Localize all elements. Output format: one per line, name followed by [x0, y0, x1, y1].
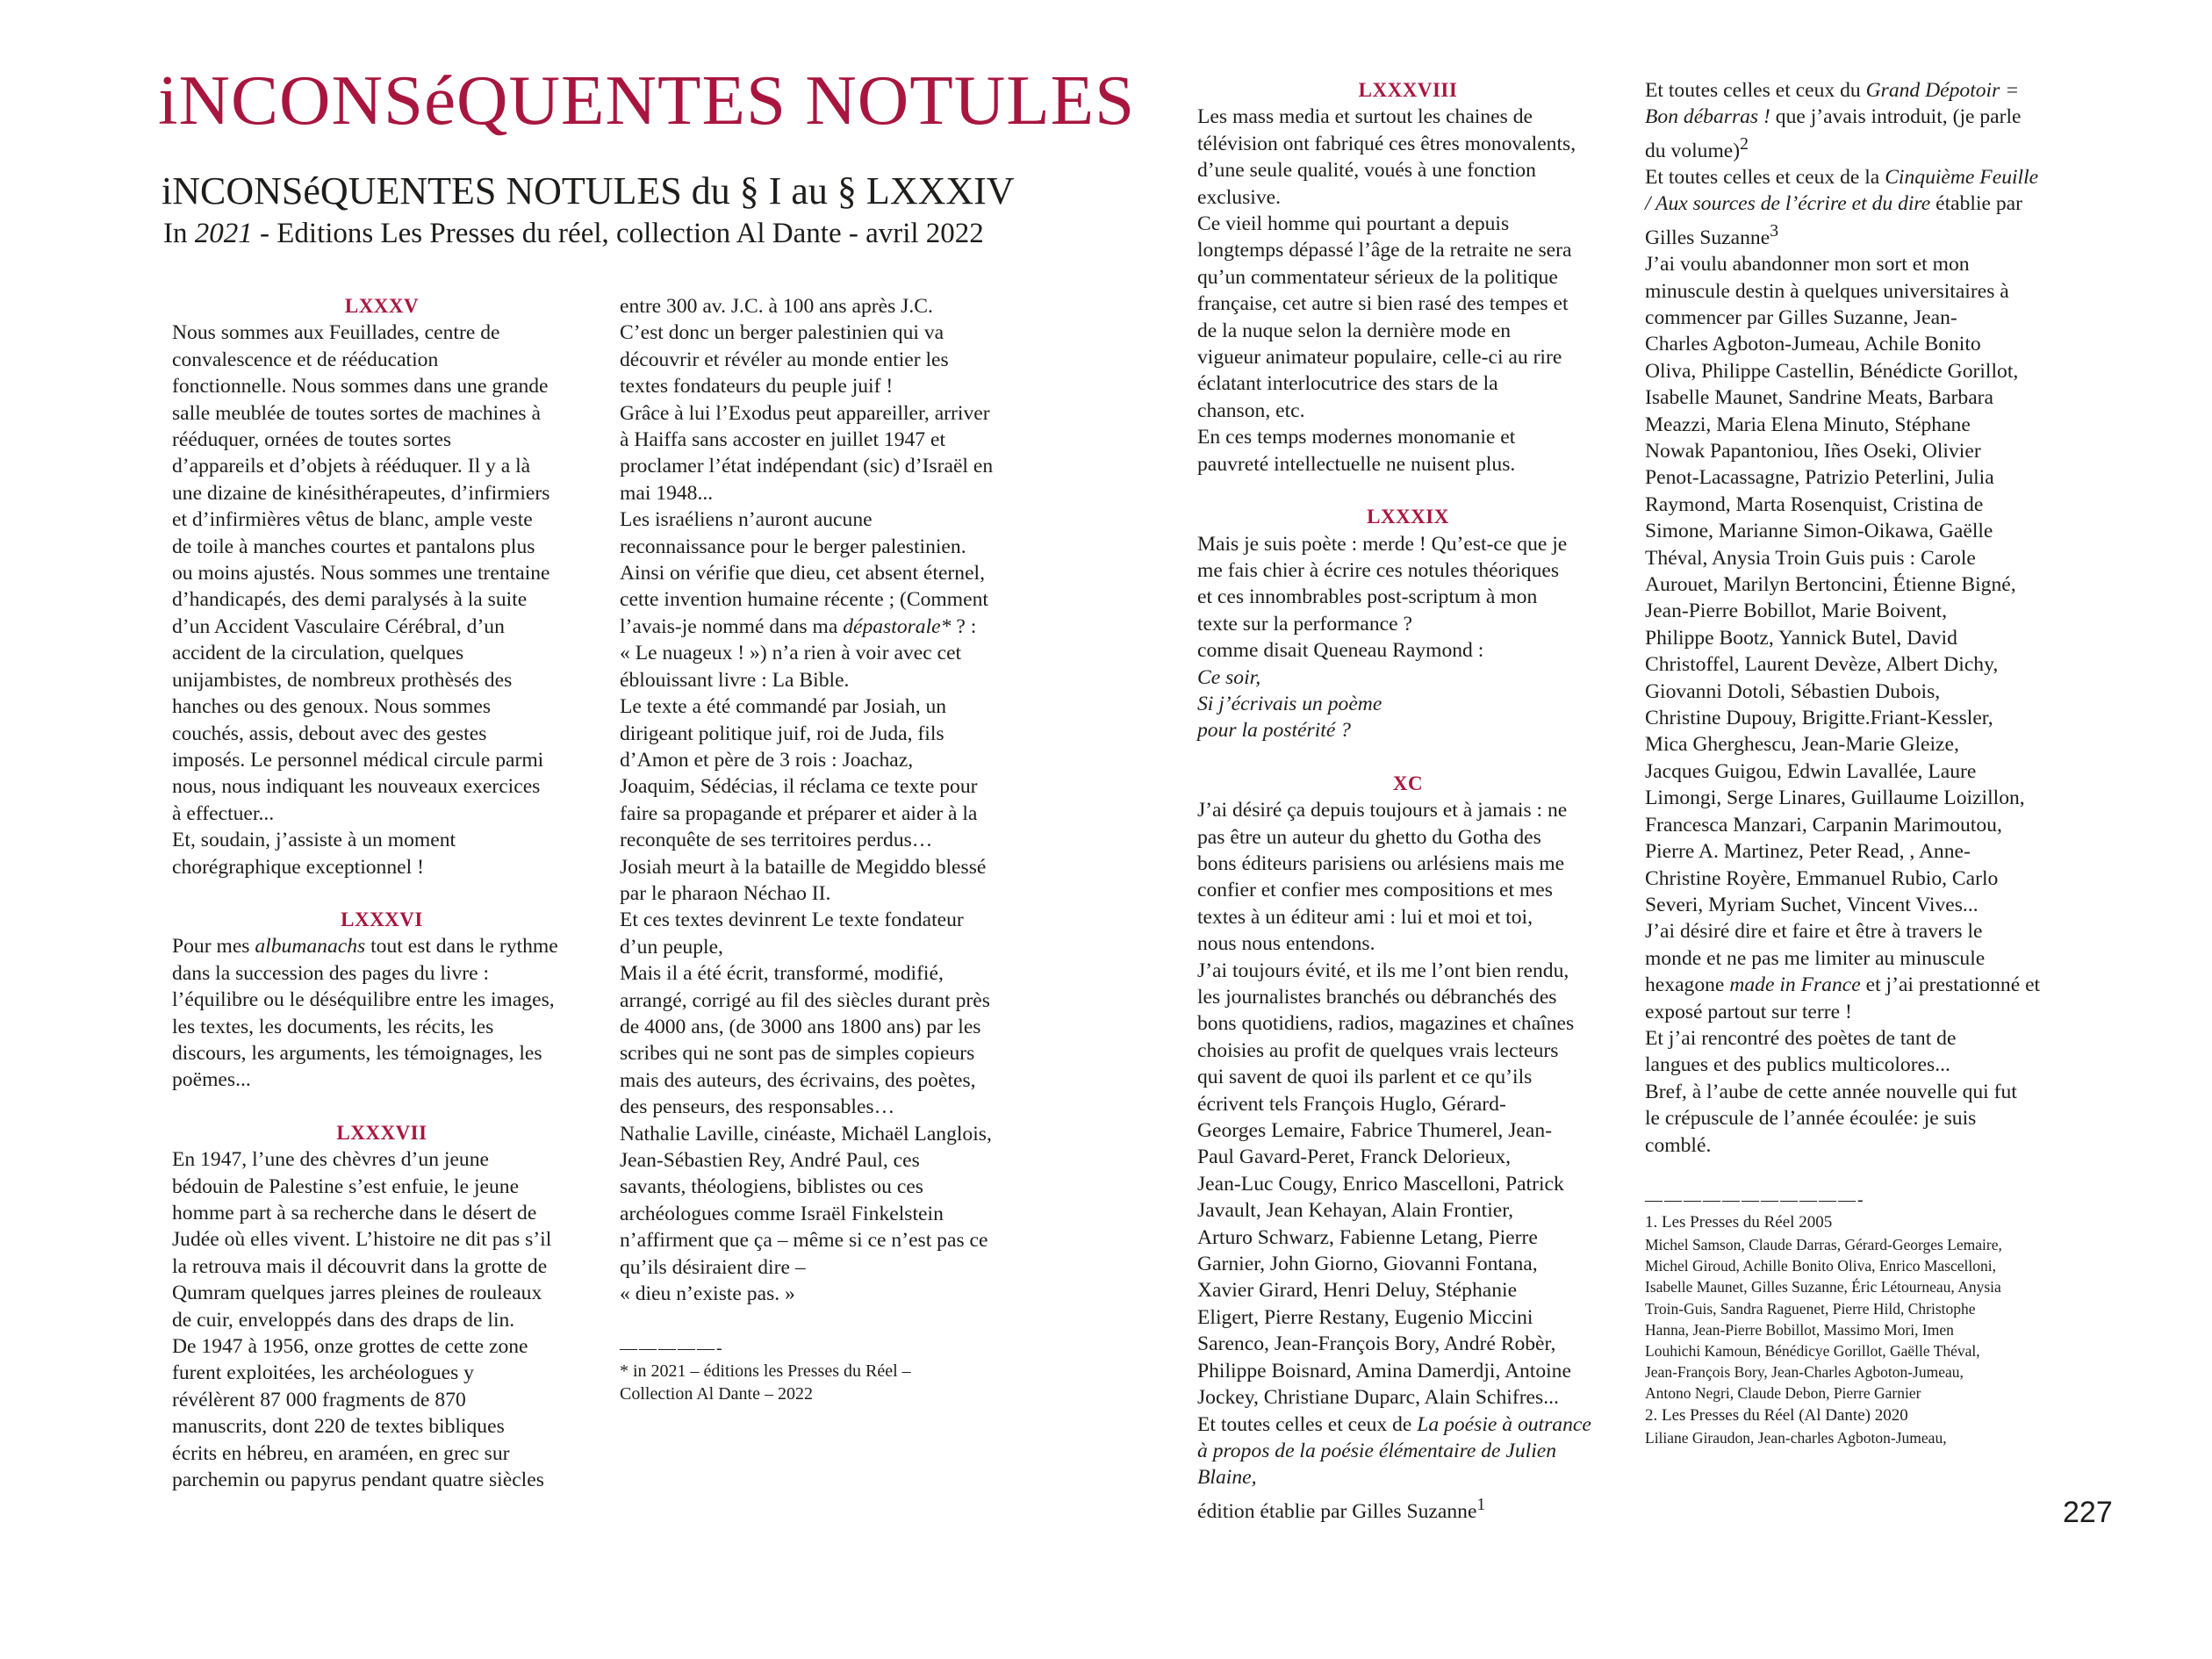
text-line: chorégraphique exceptionnel ! — [172, 855, 424, 879]
text-line: Liliane Giraudon, Jean-charles Agboton-Jumeau, — [1645, 1428, 1947, 1447]
text-fragment: Pour mes — [172, 935, 255, 959]
text-line: mais des auteurs, des écrivains, des poètes, — [620, 1068, 976, 1092]
text-line: d’un peuple, — [620, 935, 723, 959]
text-fragment: que j’avais introduit, (je parle — [1770, 105, 2022, 129]
text-line: Hanna, Jean-Pierre Bobillot, Massimo Mori, Imen — [1645, 1320, 1954, 1339]
text-line: à Haiffa sans accoster en juillet 1947 et — [620, 428, 946, 452]
text-line: reconquête de ses territoires perdus… — [620, 829, 933, 852]
section-heading-lxxxvi: LXXXVI — [341, 908, 423, 930]
text-line: convalescence et de rééducation — [172, 348, 439, 371]
book-title: à propos de la poésie élémentaire de Julien Blaine, — [1197, 1439, 1557, 1490]
text-line: Raymond, Marta Rosenquist, Cristina de — [1645, 492, 1984, 516]
text-line — [620, 614, 1041, 640]
text-line: vigueur animateur populaire, celle-ci au rire — [1197, 346, 1562, 370]
text-line: reconnaissance pour le berger palestinien. — [620, 535, 966, 558]
text-line: Louhichi Kamoun, Bénédicye Gorillot, Gaëlle Théval, — [1645, 1341, 1980, 1360]
text-line: Eligert, Pierre Restany, Eugenio Miccini — [1197, 1305, 1533, 1329]
text-line: C’est donc un berger palestinien qui va — [620, 321, 944, 345]
section-heading-xc: XC — [1392, 772, 1424, 794]
italic-fragment: albumanachs — [255, 935, 366, 959]
section-heading-lxxxvii: LXXXVII — [336, 1121, 427, 1144]
text-line: découvrir et révéler au monde entier les — [620, 348, 949, 371]
text-line: dirigeant politique juif, roi de Juda, fils — [620, 722, 944, 745]
edition-prefix: In — [163, 218, 195, 249]
text-line: Grâce à lui l’Exodus peut appareiller, arriver — [620, 401, 990, 425]
text-line: « Le nuageux ! ») n’a rien à voir avec cet — [620, 642, 962, 665]
text-line: pas être un auteur du ghetto du Gotha des — [1197, 825, 1541, 849]
text-line: Qumram quelques jarres pleines de rouleaux — [172, 1282, 542, 1305]
text-line: Les mass media et surtout les chaines de — [1197, 105, 1533, 129]
text-line: Isabelle Maunet, Sandrine Meats, Barbara — [1645, 386, 1994, 410]
text-fragment: hexagone — [1645, 973, 1730, 997]
text-line: Troin-Guis, Sandra Raguenet, Pierre Hild, Christophe — [1645, 1299, 1976, 1318]
text-line: Simone, Marianne Simon-Oikawa, Gaëlle — [1645, 520, 1993, 543]
text-line: discours, les arguments, les témoignages, les — [172, 1041, 542, 1065]
text-line: Garnier, John Giorno, Giovanni Fontana, — [1197, 1253, 1538, 1276]
text-line: textes fondateurs du peuple juif ! — [620, 375, 894, 399]
text-line: comme disait Queneau Raymond : — [1197, 639, 1484, 663]
text-fragment: et j’ai prestationné et — [1860, 973, 2041, 997]
text-line: d’handicapés, des demi paralysés à la suite — [172, 588, 528, 612]
footnote-rule: —————- — [620, 1339, 724, 1359]
section-body-xc — [1197, 797, 1619, 1411]
column-4-text-b — [1645, 999, 2068, 1159]
edition-year: 2021 — [194, 218, 253, 249]
edition-details: - Editions Les Presses du réel, collection Al Dante - avril 2022 — [252, 218, 984, 249]
text-line: Christine Royère, Emmanuel Rubio, Carlo — [1645, 866, 1999, 890]
text-fragment: Gilles Suzanne — [1645, 226, 1770, 249]
book-title: Grand Dépotoir = — [1865, 79, 2020, 102]
text-line: cette invention humaine récente ; (Comment — [620, 588, 988, 612]
section-heading-lxxxix: LXXXIX — [1367, 506, 1449, 528]
text-line: texte sur la performance ? — [1197, 612, 1412, 636]
text-line: Michel Giroud, Achille Bonito Oliva, Enrico Mascelloni, — [1645, 1257, 1996, 1275]
text-fragment: Et toutes celles et ceux de — [1197, 1412, 1418, 1436]
text-line: Josiah meurt à la bataille de Megiddo blessé — [620, 855, 987, 879]
text-line: archéologues comme Israël Finkelstein — [620, 1202, 944, 1225]
text-line: poëmes... — [172, 1068, 251, 1092]
text-line: Jean-Luc Cougy, Enrico Mascelloni, Patrick — [1197, 1172, 1564, 1196]
text-line: entre 300 av. J.C. à 100 ans après J.C. — [620, 295, 933, 318]
text-line: Jean-Pierre Bobillot, Marie Boivent, — [1645, 600, 1947, 623]
text-line: langues et des publics multicolores... — [1645, 1053, 1950, 1077]
text-line: Christine Dupouy, Brigitte.Friant-Kessler, — [1645, 707, 1993, 730]
text-line: Isabelle Maunet, Gilles Suzanne, Éric Létourneau, Anysia — [1645, 1278, 2001, 1296]
section-body-lxxxviii — [1197, 104, 1619, 478]
section-heading-lxxxv: LXXXV — [344, 295, 420, 317]
book-title: / Aux sources de l’écrire et du dire — [1645, 192, 1931, 216]
text-line: Ainsi on vérifie que dieu, cet absent éternel, — [620, 562, 986, 585]
text-line: bons éditeurs parisiens ou arlésiens mais me — [1197, 851, 1565, 875]
text-line: Collection Al Dante – 2022 — [620, 1384, 813, 1404]
text-line: Mais je suis poète : merde ! Qu’est-ce que je — [1197, 532, 1568, 556]
text-fragment: du volume) — [1645, 139, 1741, 162]
text-line: et d’infirmières vêtus de blanc, ample veste — [172, 508, 533, 532]
text-line: fonctionnelle. Nous sommes dans une grande — [172, 375, 549, 399]
text-line: homme part à sa recherche dans le désert de — [172, 1202, 537, 1224]
text-line: à effectuer... — [172, 801, 275, 825]
text-line: Théval, Anysia Troin Guis puis : Carole — [1645, 546, 1976, 570]
text-line — [1645, 77, 2068, 104]
page-number: 227 — [2063, 1496, 2113, 1529]
text-line: Paul Gavard-Peret, Franck Delorieux, — [1197, 1146, 1512, 1169]
text-line: de cuir, enveloppés dans des draps de lin. — [172, 1308, 515, 1332]
text-line: Severi, Myriam Suchet, Vincent Vives... — [1645, 893, 1979, 916]
text-line: qui savent de quoi ils parlent et ce qu’ils — [1197, 1066, 1533, 1089]
text-line: hanches ou des genoux. Nous sommes — [172, 695, 492, 719]
text-line: Mais il a été écrit, transformé, modifié, — [620, 962, 944, 986]
text-line: Si j’écrivais un poème — [1197, 692, 1382, 715]
text-line: d’Amon et père de 3 rois : Joachaz, — [620, 748, 914, 772]
text-line — [1645, 164, 2068, 190]
text-line: J’ai désiré dire et faire et être à travers le — [1645, 920, 1983, 944]
text-line: Philippe Bootz, Yannick Butel, David — [1645, 626, 1957, 650]
text-line: écrivent tels François Huglo, Gérard- — [1197, 1092, 1506, 1116]
text-line: d’appareils et d’objets à rééduquer. Il y a là — [172, 455, 531, 478]
text-line: les textes, les documents, les récits, les — [172, 1015, 494, 1038]
text-line: Charles Agboton-Jumeau, Achile Bonito — [1645, 333, 1981, 356]
text-line: Michel Samson, Claude Darras, Gérard-Georges Lemaire, — [1645, 1235, 2002, 1253]
text-line: dans la succession des pages du livre : — [172, 961, 490, 985]
footnote-1-body — [1645, 1234, 2068, 1404]
text-line: manuscrits, dont 220 de textes bibliques — [172, 1415, 505, 1439]
text-line: de 4000 ans, (de 3000 ans 1800 ans) par les — [620, 1015, 981, 1038]
text-line: n’affirment que ça – même si ce n’est pas ce — [620, 1229, 988, 1253]
text-line: Aurouet, Marilyn Bertoncini, Étienne Bigné, — [1645, 573, 2016, 597]
column-4-text-a — [1645, 251, 2068, 972]
italic-fragment: dépastorale* — [843, 614, 952, 638]
text-line: Jean-François Bory, Jean-Charles Agboton-Jumeau, — [1645, 1363, 1964, 1382]
text-line: de toile à manches courtes et pantalons plus — [172, 535, 535, 558]
text-line — [1645, 190, 2068, 217]
text-line: Et ces textes devinrent Le texte fondateur — [620, 908, 964, 932]
text-line: Et j’ai rencontré des poètes de tant de — [1645, 1026, 1957, 1050]
text-line: éblouissant livre : La Bible. — [620, 668, 850, 692]
text-line: Penot-Lacassagne, Patrizio Peterlini, Julia — [1645, 466, 1994, 490]
column-2-text-b — [620, 640, 1041, 1307]
text-line — [1645, 972, 2068, 998]
text-line: me fais chier à écrire ces notules théoriques — [1197, 558, 1560, 582]
text-line — [1197, 1491, 1619, 1525]
text-line: d’une seule qualité, voués à une fonction — [1197, 159, 1536, 183]
text-line: J’ai désiré ça depuis toujours et à jamais : ne — [1197, 799, 1568, 822]
text-line: savants, théologiens, biblistes ou ces — [620, 1175, 923, 1199]
text-line: Arturo Schwarz, Fabienne Letang, Pierre — [1197, 1225, 1538, 1249]
text-fragment: tout est dans le rythme — [365, 935, 558, 959]
text-line: Jockey, Christiane Duparc, Alain Schifres... — [1197, 1386, 1559, 1410]
text-line: Giovanni Dotoli, Sébastien Dubois, — [1645, 679, 1941, 703]
text-line: parchemin ou papyrus pendant quatre siècles — [172, 1469, 544, 1492]
text-line: écrits en hébreu, en araméen, en grec sur — [172, 1441, 510, 1465]
text-line: par le pharaon Néchao II. — [620, 881, 831, 905]
subtitle: iNCONSéQUENTES NOTULES du § I au § LXXXIV — [162, 169, 1015, 212]
text-line: Le texte a été commandé par Josiah, un — [620, 695, 947, 719]
footnote-rule: ———————————- — [1645, 1189, 1865, 1210]
italic-fragment: made in France — [1729, 973, 1861, 997]
text-fragment: édition établie par Gilles Suzanne — [1197, 1499, 1477, 1523]
text-line: Et, soudain, j’assiste à un moment — [172, 829, 456, 852]
text-line: proclamer l’état indépendant (sic) d’Israël en — [620, 455, 994, 478]
text-line: Antono Negri, Claude Debon, Pierre Garnier — [1645, 1384, 1921, 1403]
footnote-ref: 3 — [1770, 220, 1779, 241]
text-line: nous, nous indiquant les nouveaux exercices — [172, 775, 541, 799]
text-line: mai 1948... — [620, 481, 714, 505]
main-title: iNCONSéQUENTES NOTULES — [158, 61, 1136, 140]
text-line: qu’un commentateur sérieux de la politique — [1197, 265, 1558, 289]
book-title: Bon débarras ! — [1645, 105, 1770, 129]
text-line: unijambistes, de nombreux prothèsés des — [172, 668, 513, 692]
text-line: faire sa propagande et préparer et aider à la — [620, 801, 978, 825]
section-heading-lxxxviii: LXXXVIII — [1358, 79, 1458, 101]
text-line: exposé partout sur terre ! — [1645, 1000, 1852, 1023]
footnote-ref: 2 — [1740, 133, 1749, 154]
text-line: bons quotidiens, radios, magazines et chaînes — [1197, 1012, 1575, 1036]
text-line: les journalistes branchés ou débranchés des — [1197, 986, 1557, 1009]
text-line: révélèrent 87 000 fragments de 870 — [172, 1388, 466, 1411]
text-line — [1197, 1438, 1619, 1491]
text-line: couchés, assis, debout avec des gestes — [172, 722, 487, 745]
text-line: exclusive. — [1197, 185, 1281, 209]
text-line: Georges Lemaire, Fabrice Thumerel, Jean- — [1197, 1119, 1552, 1143]
text-line: En ces temps modernes monomanie et — [1197, 426, 1516, 449]
column-1 — [172, 293, 592, 1493]
text-line: et ces innombrables post-scriptum à mon — [1197, 585, 1538, 609]
book-title: La poésie à outrance — [1417, 1412, 1591, 1436]
text-line: pauvreté intellectuelle ne nuisent plus. — [1197, 452, 1516, 476]
text-line: Nowak Papantoniou, Iñes Oseki, Olivier — [1645, 440, 1981, 463]
text-line: furent exploitées, les archéologues y — [172, 1361, 474, 1385]
text-line: de la nuque selon la dernière mode en — [1197, 319, 1512, 342]
text-line: longtemps dépassé l’âge de la retraite ne sera — [1197, 239, 1572, 262]
section-body-lxxxv — [172, 320, 592, 880]
text-line: ou moins ajustés. Nous sommes une trentaine — [172, 562, 550, 585]
text-line: commencer par Gilles Suzanne, Jean- — [1645, 305, 1957, 329]
text-line: Philippe Boisnard, Amina Damerdji, Antoine — [1197, 1359, 1571, 1382]
text-line — [1645, 131, 2068, 164]
text-line: Sarenco, Jean-François Bory, André Robèr, — [1197, 1332, 1556, 1356]
text-line: accident de la circulation, quelques — [172, 642, 464, 665]
text-line: « dieu n’existe pas. » — [620, 1282, 795, 1306]
text-line: télévision ont fabriqué ces êtres monovalents, — [1197, 132, 1576, 155]
text-line: J’ai voulu abandonner mon sort et mon — [1645, 253, 1970, 276]
text-line: Nathalie Laville, cinéaste, Michaël Langlois, — [620, 1122, 992, 1146]
text-line: confier et confier mes compositions et mes — [1197, 879, 1553, 902]
text-line: Meazzi, Maria Elena Minuto, Stéphane — [1645, 413, 1971, 436]
footnote-1-head: 1. Les Presses du Réel 2005 — [1645, 1212, 1833, 1232]
text-line: J’ai toujours évité, et ils me l’ont bien rendu, — [1197, 959, 1569, 982]
section-body-lxxxvi — [172, 960, 592, 1094]
footnote-2-head: 2. Les Presses du Réel (Al Dante) 2020 — [1645, 1405, 1908, 1425]
text-line: française, cet autre si bien rasé des tempes et — [1197, 292, 1569, 316]
text-line: éclatant interlocutrice des stars de la — [1197, 372, 1498, 396]
text-line: textes à un éditeur ami : lui et moi et toi, — [1197, 905, 1533, 929]
text-line: Bref, à l’aube de cette année nouvelle qui fut — [1645, 1080, 2017, 1103]
text-line: Mica Gherghescu, Jean-Marie Gleize, — [1645, 733, 1959, 757]
text-fragment: établie par — [1930, 192, 2023, 216]
footnote-2-body — [1645, 1427, 2068, 1448]
text-line: Jean-Sébastien Rey, André Paul, ces — [620, 1149, 920, 1172]
text-line: Limongi, Serge Linares, Guillaume Loizillon, — [1645, 786, 2025, 810]
text-line: Xavier Girard, Henri Deluy, Stéphanie — [1197, 1279, 1518, 1303]
text-line: monde et ne pas me limiter au minuscule — [1645, 946, 1986, 970]
column-2 — [620, 293, 1041, 1405]
text-line: le crépuscule de l’année écoulée: je suis — [1645, 1107, 1977, 1131]
text-line: la retrouva mais il découvrit dans la grotte de — [172, 1254, 548, 1278]
text-fragment: Et toutes celles et ceux du — [1645, 79, 1866, 102]
text-line: Jacques Guigou, Edwin Lavallée, Laure — [1645, 759, 1977, 783]
column-3 — [1197, 77, 1619, 1525]
text-line — [1645, 104, 2068, 130]
text-line: bédouin de Palestine s’est enfuie, le jeune — [172, 1174, 520, 1198]
section-body-lxxxvii — [172, 1146, 592, 1493]
text-line: des penseurs, des responsables… — [620, 1095, 895, 1119]
column-4 — [1645, 77, 2068, 1448]
text-line: comblé. — [1645, 1133, 1712, 1157]
text-line: Judée où elles vivent. L’histoire ne dit pas s’il — [172, 1228, 552, 1252]
queneau-quote — [1197, 664, 1619, 744]
column-2-text-a — [620, 293, 1041, 614]
text-line: Les israéliens n’auront aucune — [620, 508, 873, 532]
book-title: Cinquième Feuille — [1885, 166, 2039, 190]
text-line — [1197, 1411, 1619, 1438]
text-line: minuscule destin à quelques universitaires à — [1645, 279, 2009, 303]
text-fragment: ? : — [951, 614, 977, 638]
text-line: l’équilibre ou le déséquilibre entre les images, — [172, 988, 555, 1012]
text-line: salle meublée de toutes sortes de machines à — [172, 401, 541, 425]
text-line — [1645, 218, 2068, 251]
text-line: * in 2021 – éditions les Presses du Réel – — [620, 1361, 911, 1382]
text-line: Nous sommes aux Feuillades, centre de — [172, 321, 500, 345]
text-line: choisies au profit de quelques vrais lecteurs — [1197, 1038, 1559, 1062]
text-line: une dizaine de kinésithérapeutes, d’infirmiers — [172, 481, 550, 505]
text-line: Francesca Manzari, Carpanin Marimoutou, — [1645, 813, 2002, 837]
text-line: De 1947 à 1956, onze grottes de cette zone — [172, 1335, 528, 1359]
edition-line — [163, 219, 984, 248]
text-line: rééduquer, ornées de toutes sortes — [172, 428, 452, 452]
text-line: Ce vieil homme qui pourtant a depuis — [1197, 212, 1510, 236]
text-line: Ce soir, — [1197, 665, 1261, 689]
text-line: qu’ils désiraient dire – — [620, 1255, 806, 1279]
text-line: Javault, Jean Kehayan, Alain Frontier, — [1197, 1199, 1514, 1223]
text-line: nous nous entendons. — [1197, 932, 1375, 956]
text-line: Oliva, Philippe Castellin, Bénédicte Gorillot, — [1645, 359, 2019, 383]
text-fragment: Et toutes celles et ceux de la — [1645, 166, 1885, 190]
text-line: Christoffel, Laurent Devèze, Albert Dichy, — [1645, 653, 1999, 677]
section-body-lxxxix — [1197, 531, 1619, 664]
footnote-ref: 1 — [1476, 1494, 1486, 1514]
text-line: d’un Accident Vasculaire Cérébral, d’un — [172, 614, 505, 638]
text-line: Joaquim, Sédécias, il réclama ce texte pour — [620, 775, 978, 799]
text-line: arrangé, corrigé au fil des siècles durant près — [620, 988, 990, 1012]
text-fragment: l’avais-je nommé dans ma — [620, 614, 844, 638]
text-line: scribes qui ne sont pas de simples copieurs — [620, 1042, 975, 1066]
text-line: chanson, etc. — [1197, 399, 1305, 422]
text-line: En 1947, l’une des chèvres d’un jeune — [172, 1148, 490, 1172]
footnote-dépastorale — [620, 1360, 1041, 1405]
text-line: pour la postérité ? — [1197, 719, 1351, 743]
text-line: Pierre A. Martinez, Peter Read, , Anne- — [1645, 840, 1971, 864]
text-line: imposés. Le personnel médical circule parmi — [172, 748, 544, 772]
text-line — [172, 933, 592, 959]
